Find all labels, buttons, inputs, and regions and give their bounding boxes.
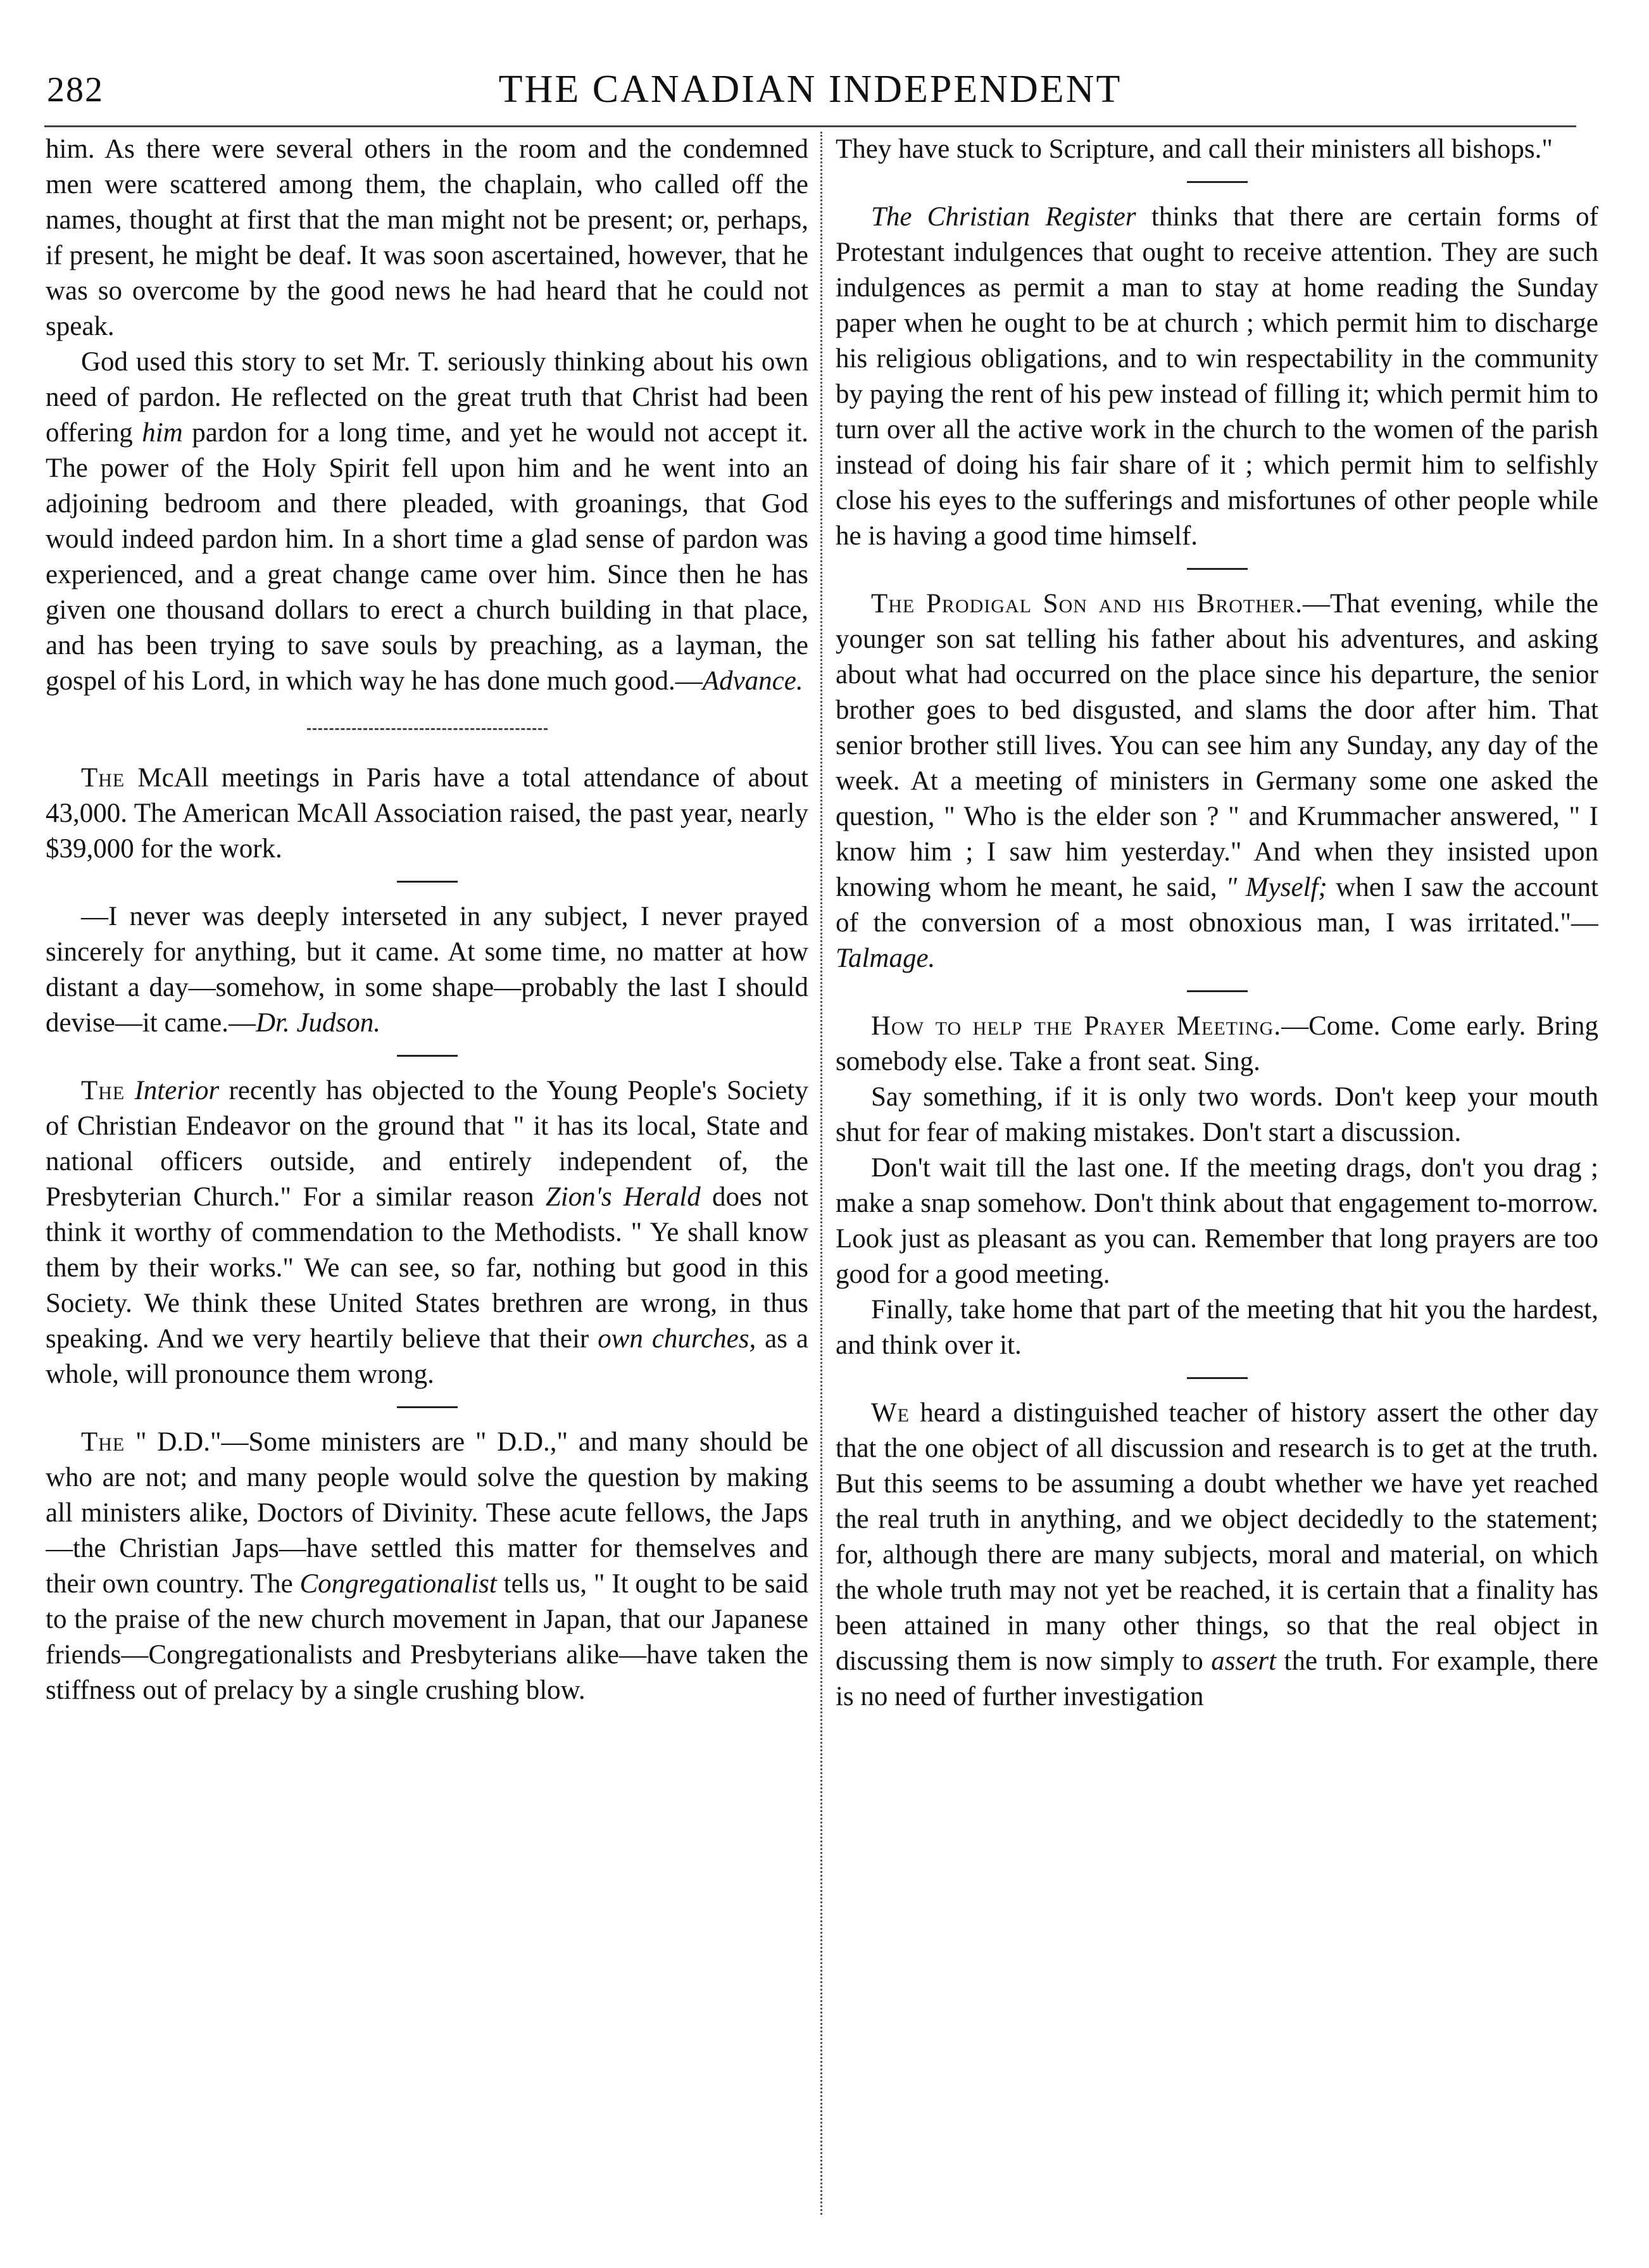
article-paragraph: [836, 1395, 1598, 1715]
paragraph-text: the truth. For example, there is no need of further investigation: [836, 1646, 1598, 1711]
section-separator: [1187, 568, 1248, 570]
right-column: [836, 132, 1598, 2221]
article-paragraph: [46, 760, 808, 867]
lead-word: The: [81, 763, 125, 793]
emphasis-text: him: [142, 418, 183, 448]
paragraph-text: —That evening, while the younger son sat telling his father about his adventures, and asking about what had occurred on the place since his departure, the senior brother goes to bed disgusted, and slams the door after him. That senior brother still lives. You can see him any Sunday, any day of the week. At a meeting of ministers in Germany some one asked the question, " Who is the elder son ? " and Krummacher answered, " I know him ; I saw him yesterday." And when they insisted upon knowing whom he meant, he said,: [836, 589, 1598, 902]
section-separator: [1187, 181, 1248, 183]
section-separator: [1187, 990, 1248, 992]
running-title: THE CANADIAN INDEPENDENT: [498, 68, 1122, 111]
source-citation: Advance.: [702, 666, 803, 696]
paragraph-text: when I saw the account of the conversion of a most obnoxious man, I was irritated."—: [836, 873, 1598, 938]
paragraph-text: does not think it worthy of commendation to the Methodists. " Ye shall know them by their works." We can see, so far, nothing but good in this Society. We think these United States brethren are wrong, in thus speaking. And we very heartily believe that their: [46, 1182, 808, 1354]
lead-word: The: [81, 1076, 125, 1106]
article-paragraph: Say something, if it is only two words. Don't keep your mouth shut for fear of making mistakes. Don't start a discussion.: [836, 1082, 1598, 1147]
section-separator: [397, 1406, 458, 1408]
paragraph-text: pardon for a long time, and yet he would not accept it. The power of the Holy Spirit fell upon him and he went into an adjoining bedroom and there pleaded, with groanings, that God would indeed pardon him. In a short time a glad sense of pardon was experienced, and a great change came over him. Since then he has given one thousand dollars to erect a church building in that place, and has been trying to save souls by preaching, as a layman, the gospel of his Lord, in which way he has done much good.—: [46, 418, 808, 696]
paragraph-text: —I never was deeply interseted in any subject, I never prayed sincerely for anything, but it came. At some time, no matter at how distant a day—somehow, in some shape—probably the last I should devise—it came.—: [46, 902, 808, 1038]
article-paragraph: [836, 586, 1598, 976]
article-paragraph: [836, 1009, 1598, 1080]
emphasis-text: " Myself;: [1226, 873, 1327, 902]
lead-word: We: [871, 1398, 910, 1428]
article-paragraph: Don't wait till the last one. If the meeting drags, don't you drag ; make a snap somehow. Don't think about that engagement to-morrow. Look just as pleasant as you can. Remember that long prayers are too good for a good meeting.: [836, 1153, 1598, 1289]
paragraph-text: " D.D."—Some ministers are " D.D.," and many should be who are not; and many people would solve the question by making all ministers alike, Doctors of Divinity. These acute fellows, the Japs—the Christian Japs—have settled this matter for themselves and their own country. The: [46, 1427, 808, 1599]
article-paragraph: They have stuck to Scripture, and call their ministers all bishops.": [836, 134, 1553, 164]
paragraph-text: tells us, " It ought to be said to the praise of the new church movement in Japan, that our Japanese friends—Congregationalists and Presbyterians alike—have taken the stiffness out of prelacy by a single crushing blow.: [46, 1569, 808, 1705]
publication-name: Zion's Herald: [545, 1182, 701, 1212]
paragraph-text: as a whole, will pronounce them wrong.: [46, 1324, 808, 1389]
paragraph-text: God used this story to set Mr. T. seriously thinking about his own need of pardon. He reflected on the great truth that Christ had been offering: [46, 347, 808, 448]
header-rule: [44, 125, 1576, 127]
publication-name: Congregationalist: [299, 1569, 497, 1599]
publication-name: Interior: [134, 1076, 220, 1106]
paragraph-text: thinks that there are certain forms of Protestant indulgences that ought to receive attention. They are such indulgences as permit a man to stay at home reading the Sunday paper when he ought to be at church ; which permit him to discharge his religious obligations, and to win respectability in the community by paying the rent of his pew instead of filling it; which permit him to turn over all the active work in the church to the women of the parish instead of doing his fair share of it ; which permit him to selfishly close his eyes to the sufferings and misfortunes of other people while he is having a good time himself.: [836, 202, 1598, 551]
article-paragraph: [46, 1425, 808, 1708]
article-paragraph: [46, 1073, 808, 1392]
publication-name: The Christian Register: [871, 202, 1136, 232]
section-separator: [397, 881, 458, 883]
left-column: [46, 132, 808, 2221]
article-paragraph: him. As there were several others in the room and the condemned men were scattered among them, the chaplain, who called off the names, thought at first that the man might not be present; or, perhaps, if present, he might be deaf. It was soon ascertained, however, that he was so overcome by the good news he had heard that he could not speak.: [46, 134, 808, 341]
section-separator: [397, 1055, 458, 1057]
source-citation: Talmage.: [836, 943, 936, 973]
page-number: 282: [47, 70, 104, 110]
source-citation: Dr. Judson.: [255, 1008, 381, 1038]
paragraph-text: McAll meetings in Paris have a total attendance of about 43,000. The American McAll Association raised, the past year, nearly $39,000 for the work.: [46, 763, 808, 864]
article-paragraph: [836, 199, 1598, 554]
section-separator: [307, 728, 548, 730]
paragraph-text: —Come. Come early. Bring somebody else. Take a front seat. Sing.: [836, 1011, 1598, 1076]
page-header: [44, 63, 1576, 120]
lead-word: The: [81, 1427, 125, 1457]
section-separator: [1187, 1377, 1248, 1379]
section-heading: The Prodigal Son and his Brother.: [871, 589, 1303, 619]
paragraph-text: heard a distinguished teacher of history assert the other day that the one object of all discussion and research is to get at the truth. But this seems to be assuming a doubt whether we have yet reached the real truth in anything, and we object decidedly to the statement; for, although there are many subjects, moral and material, on which the whole truth may not yet be reached, it is certain that a finality has been attained in many other things, so that the real object in discussing them is now simply to: [836, 1398, 1598, 1676]
article-paragraph: [46, 899, 808, 1041]
column-divider: [820, 132, 822, 2215]
paragraph-text: recently has objected to the Young People's Society of Christian Endeavor on the ground that " it has its local, State and national officers outside, and entirely independent of, the Presbyterian Church." For a similar reason: [46, 1076, 808, 1212]
emphasis-text: own churches,: [598, 1324, 756, 1354]
section-heading: How to help the Prayer Meeting.: [871, 1011, 1282, 1041]
article-paragraph: [46, 344, 808, 699]
emphasis-text: assert: [1211, 1646, 1277, 1676]
article-paragraph: Finally, take home that part of the meeting that hit you the hardest, and think over it.: [836, 1295, 1598, 1360]
